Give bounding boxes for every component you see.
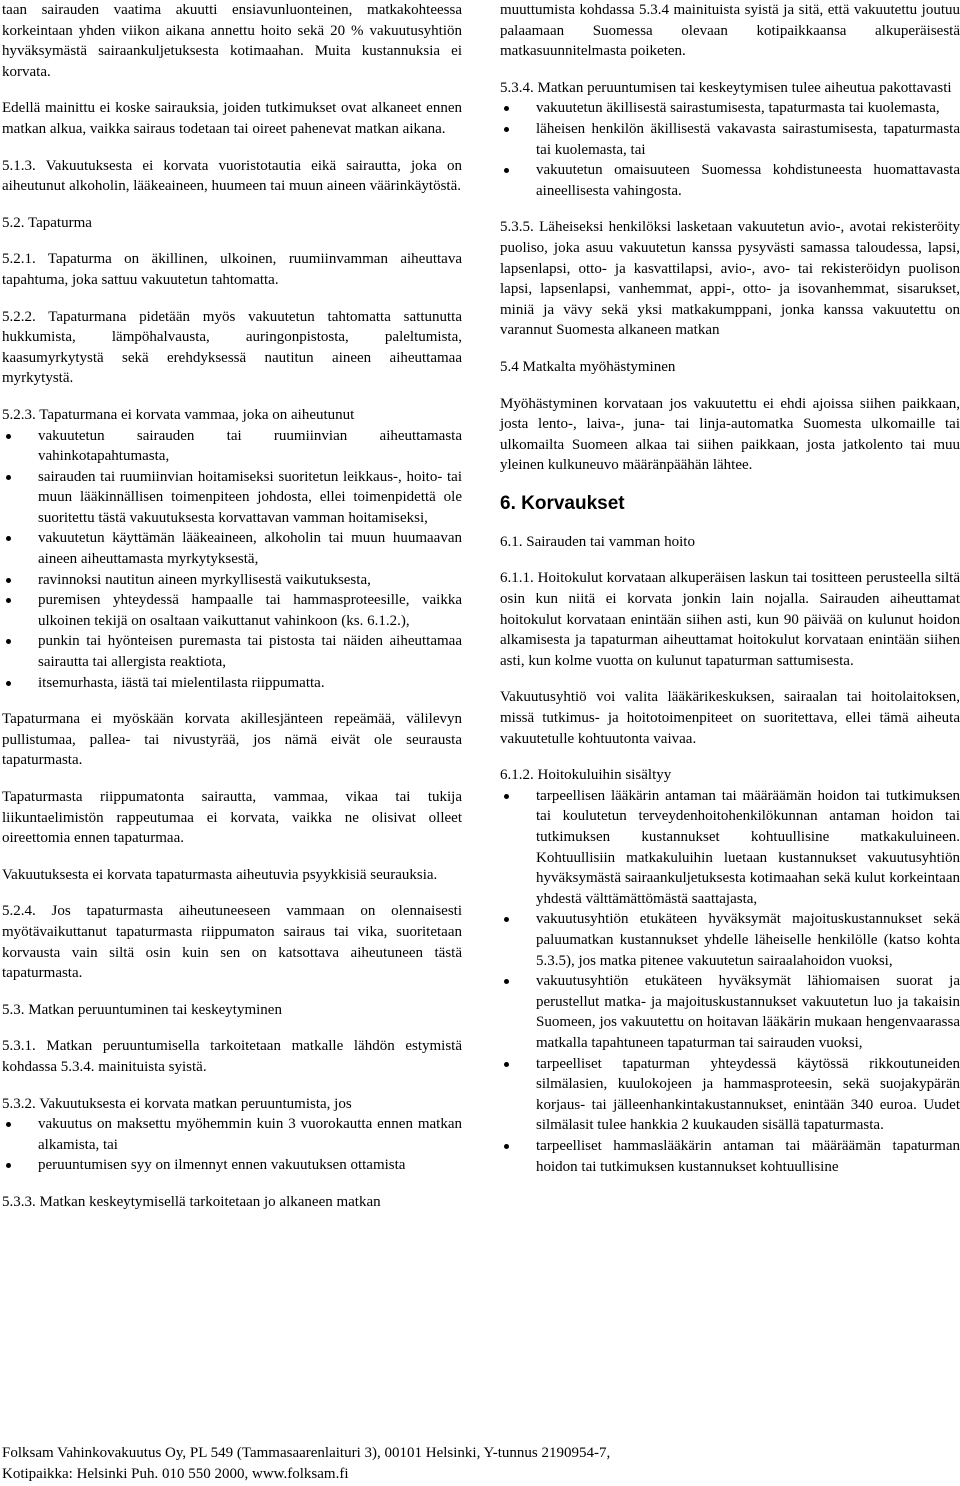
paragraph: muuttumista kohdassa 5.3.4 mainituista syistä ja sitä, että vakuutettu joutuu palaamaan Suomessa olevaan kotipaikkaansa alkuperäisestä matkasuunnitelmasta poiketen. <box>500 2 960 60</box>
paragraph: 6.1.2. Hoitokuluihin sisältyy <box>500 767 672 784</box>
list-item: vakuutusyhtiön etukäteen hyväksymät lähiomaisen suorat ja perustellut matka- ja majoituskustannukset vakuutetun luo ja takaisin Suomeen, jos vakuutettu on hoitavan lääkärin mukaan hengenvaarassa matkalla tapahtuneen tapaturman tai sairauden vuoksi, <box>500 971 960 1053</box>
list-item: punkin tai hyönteisen puremasta tai pistosta tai näiden aiheuttamaa sairautta tai allergista reaktiota, <box>2 631 462 672</box>
bullet-list <box>2 1114 462 1176</box>
paragraph: 6.1.1. Hoitokulut korvataan alkuperäisen laskun tai tositteen perusteella siltä osin kun niitä ei korvata jonkin lain nojalla. Sairauden aiheuttamat hoitokulut korvataan enintään siihen asti, kun 90 päivää on kulunut hoidon alkamisesta ja tapaturman aiheuttamat hoitokulut korvataan enintään siihen asti, kun kolme vuotta on kulunut tapaturman sattumisesta. <box>500 570 960 669</box>
paragraph: Tapaturmana ei myöskään korvata akillesjänteen repeämää, välilevyn pullistumaa, pallea- tai nivustyrää, jos nämä eivät ole seurausta tapaturmasta. <box>2 711 462 769</box>
paragraph: 5.3.3. Matkan keskeytymisellä tarkoitetaan jo alkaneen matkan <box>2 1193 381 1210</box>
list-item: tarpeellisen lääkärin antaman tai määräämän hoidon tai tutkimuksen tai koulutetun terveydenhoitohenkilökunnan antaman hoidon tai tutkimuksen kustannukset kohtuullisine matkakuluineen. Kohtuullisiin matkakuluihin luetaan kustannukset vakuutusyhtiön hyväksymästä sairaankuljetuksesta kotimaahan sekä kulut korkeintaan yhdestä välttämättömästä saattajasta, <box>500 786 960 910</box>
left-column <box>2 0 462 1213</box>
paragraph: 5.3.2. Vakuutuksesta ei korvata matkan peruuntumista, jos <box>2 1095 352 1112</box>
list-item: peruuntumisen syy on ilmennyt ennen vakuutuksen ottamista <box>2 1155 462 1176</box>
list-item: vakuutetun käyttämän lääkeaineen, alkoholin tai muun huumaavan aineen aiheuttamasta myrkytyksestä, <box>2 528 462 569</box>
paragraph: Edellä mainittu ei koske sairauksia, joiden tutkimukset ovat alkaneet ennen matkan alkua, vaikka sairaus todetaan tai oireet pahenevat matkan aikana. <box>2 100 462 137</box>
paragraph: 5.2.4. Jos tapaturmasta aiheutuneeseen vammaan on olennaisesti myötävaikuttanut tapaturmasta riippumaton sairaus tai vika, suoritetaan korvausta vain siltä osin kuin sen on katsottava aiheutuneen tästä tapaturmasta. <box>2 903 462 982</box>
paragraph: 5.3.1. Matkan peruuntumisella tarkoitetaan matkalle lähdön estymistä kohdassa 5.3.4. mainituista syistä. <box>2 1038 462 1075</box>
list-item: itsemurhasta, iästä tai mielentilasta riippumatta. <box>2 673 462 694</box>
paragraph: 5.4 Matkalta myöhästyminen <box>500 358 676 375</box>
paragraph: Vakuutusyhtiö voi valita lääkärikeskuksen, sairaalan tai hoitolaitoksen, missä tutkimus- ja hoitotoimenpiteet on suoritettava, ellei tämä aiheuta vakuutetulle kohtuutonta vaivaa. <box>500 689 960 747</box>
paragraph: 5.3.4. Matkan peruuntumisen tai keskeytymisen tulee aiheutua pakottavasti <box>500 79 952 96</box>
page-footer <box>2 1443 610 1484</box>
list-item: vakuutus on maksettu myöhemmin kuin 3 vuorokautta ennen matkan alkamista, tai <box>2 1114 462 1155</box>
section-heading: 6. Korvaukset <box>500 492 625 514</box>
list-item: vakuutetun sairauden tai ruumiinvian aiheuttamasta vahinkotapahtumasta, <box>2 426 462 467</box>
paragraph: Tapaturmasta riippumatonta sairautta, vammaa, vikaa tai tukija liikuntaelimistön rappeutumaa ei korvata, vaikka ne olisivat olleet oireettomia ennen tapaturmaa. <box>2 789 462 847</box>
paragraph: 5.3. Matkan peruuntuminen tai keskeytyminen <box>2 1001 282 1018</box>
bullet-list <box>2 426 462 694</box>
footer-line-2: Kotipaikka: Helsinki Puh. 010 550 2000, www.folksam.fi <box>2 1465 349 1482</box>
paragraph: Vakuutuksesta ei korvata tapaturmasta aiheutuvia psyykkisiä seurauksia. <box>2 866 438 883</box>
list-item: vakuutusyhtiön etukäteen hyväksymät majoituskustannukset sekä paluumatkan kustannukset yhdelle läheiselle henkilölle (katso kohta 5.3.5), jos matka pitenee vakuutetun sairaalahoidon vuoksi, <box>500 909 960 971</box>
paragraph: 5.1.3. Vakuutuksesta ei korvata vuoristotautia eikä sairautta, joka on aiheutunut alkoholin, lääkeaineen, huumeen tai muun aineen väärinkäytöstä. <box>2 157 462 195</box>
bullet-list <box>500 98 960 201</box>
right-column <box>500 0 960 1177</box>
paragraph: 5.2.1. Tapaturma on äkillinen, ulkoinen, ruumiinvamman aiheuttava tapahtuma, joka sattuu vakuutetun tahtomatta. <box>2 251 462 288</box>
list-item: tarpeelliset tapaturman yhteydessä käytössä rikkoutuneiden silmälasien, kuulokojeen ja hammasproteesin, sekä suojakypärän korjaus- tai jälleenhankintakustannukset, enintään 340 euroa. Uudet silmälasit tulee hankkia 2 kuukauden sisällä tapaturmasta. <box>500 1054 960 1136</box>
list-item: vakuutetun omaisuuteen Suomessa kohdistuneesta huomattavasta aineellisesta vahingosta. <box>500 160 960 201</box>
list-item: sairauden tai ruumiinvian hoitamiseksi suoritetun leikkaus-, hoito- tai muun lääkinnällisen toimenpiteen johdosta, ellei toimenpidettä ole suoritettu tästä vakuutuksesta korvattavan vamman hoitamiseksi, <box>2 467 462 529</box>
paragraph: Myöhästyminen korvataan jos vakuutettu ei ehdi ajoissa siihen paikkaan, josta lento-, laiva-, juna- tai linja-automatka Suomesta ulkomaille tai ulkomailta Suomeen alkaa tai siihen paikkaan, josta jatkolento tai muu yleinen kulkuneuvo määränpäähän lähtee. <box>500 395 960 474</box>
list-item: tarpeelliset hammaslääkärin antaman tai määräämän tapaturman hoidon tai tutkimuksen kustannukset kohtuullisine <box>500 1136 960 1177</box>
paragraph: 5.2.2. Tapaturmana pidetään myös vakuutetun tahtomatta sattunutta hukkumista, lämpöhalvausta, auringonpistosta, paleltumista, kaasumyrkytystä sekä erehdyksessä nautitun aineen aiheuttamaa myrkytystä. <box>2 308 462 387</box>
list-item: ravinnoksi nautitun aineen myrkyllisestä vaikutuksesta, <box>2 570 462 591</box>
list-item: vakuutetun äkillisestä sairastumisesta, tapaturmasta tai kuolemasta, <box>500 98 960 119</box>
paragraph: 5.2. Tapaturma <box>2 214 92 231</box>
paragraph: 5.2.3. Tapaturmana ei korvata vammaa, joka on aiheutunut <box>2 406 355 423</box>
paragraph: 5.3.5. Läheiseksi henkilöksi lasketaan vakuutetun avio-, avotai rekisteröity puoliso, joka asuu vakuutetun kanssa pysyvästi samassa taloudessa, lapsi, lapsenlapsi, otto- ja kasvattilapsi, avio-, avo- tai rekisteröidyn puolison lapsi, lapsenlapsi, vanhemmat, appi-, otto- ja isovanhemmat, sisarukset, miniä ja vävy sekä yksi matkakumppani, jonka kanssa vakuutettu on varannut Suomesta alkaneen matkan <box>500 219 960 339</box>
bullet-list <box>500 786 960 1177</box>
paragraph: taan sairauden vaatima akuutti ensiavunluonteinen, matkakohteessa korkeintaan yhden viikon aikana annettu hoito sekä 20 % vakuutusyhtiön hyväksymästä sairaankuljetuksesta kotimaahan. Muita kustannuksia ei korvata. <box>2 2 462 80</box>
paragraph: 6.1. Sairauden tai vamman hoito <box>500 533 695 550</box>
list-item: puremisen yhteydessä hampaalle tai hammasproteesille, vaikka ulkoinen tekijä on osaltaan vaikuttanut vahinkoon (ks. 6.1.2.), <box>2 590 462 631</box>
footer-line-1: Folksam Vahinkovakuutus Oy, PL 549 (Tammasaarenlaituri 3), 00101 Helsinki, Y-tunnus 2190954-7, <box>2 1445 611 1461</box>
list-item: läheisen henkilön äkillisestä vakavasta sairastumisesta, tapaturmasta tai kuolemasta, tai <box>500 119 960 160</box>
